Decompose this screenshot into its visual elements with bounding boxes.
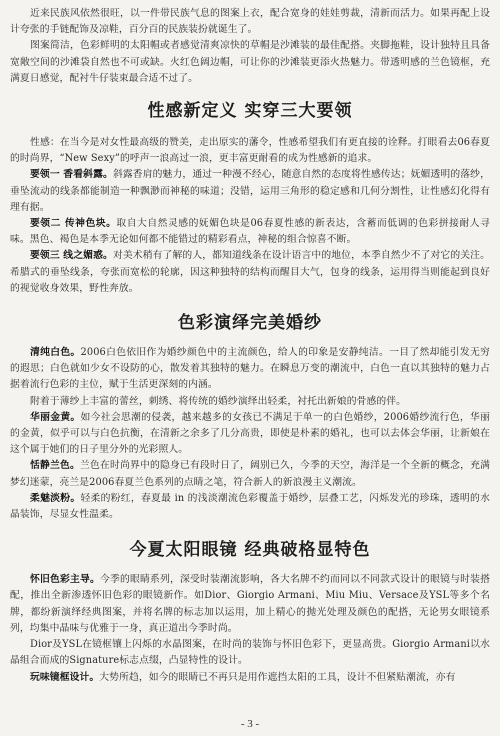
sexy-point-2-label: 要领二 传神色块。	[30, 218, 117, 230]
intro-paragraph-1: 近来民族风依然很旺，以一件带民族气息的图案上衣，配合宽身的娃娃剪裁，清新而活力。如果再配上设计夸张的手链配饰及凉鞋，百分百的民族装扮就诞生了。	[10, 8, 490, 36]
sexy-paragraph-2	[10, 167, 490, 216]
sunglasses-paragraph-1	[10, 572, 490, 637]
wedding-gold-text: 如今社会思潮的侵袭，越来越多的女孩已不满足于单一的白色婚纱，2006婚纱流行色，华丽的金黄，似乎可以与白色抗衡，在清新之余多了几分高贵，即使是朴素的婚礼，也可以去体会华丽，让新娘在这个属于她们的日子里分外的光彩照人。	[10, 411, 490, 456]
wedding-pink-text: 轻柔的粉红，春夏最 in 的浅淡潮流色彩覆盖于婚纱，层叠工艺，闪烁发光的珍珠，透明的水晶装饰，尽显女性温柔。	[10, 492, 490, 521]
section-title-sexy: 性感新定义 实穿三大要领	[147, 101, 353, 122]
wedding-paragraph-5	[10, 491, 490, 523]
wedding-blue-text: 兰色在时尚界中的隐身已有段时日了，阔别已久，今季的天空，海洋是一个全新的概念，充满梦幻迷蒙，亮兰是2006春夏兰色系列的点睛之笔，符合新人的新浪漫主义潮流。	[10, 460, 490, 488]
sunglasses-frame-label: 玩味镜框设计。	[30, 671, 100, 683]
section-title-wedding: 色彩演绎完美婚纱	[178, 313, 322, 334]
sunglasses-retro-text: 今季的眼睛系列，深受时装潮流影响，各大名牌不约而同以不同款式设计的眼镜与时装搭配，推出全新渗透怀旧色彩的眼镜新作。如Dior、Giorgio Armani、Miu Miu、Versace及YSL等多个名牌，都纷新演绎经典图案，并将名牌的标志加以运用，加上精心的抛光处理及颜色的配搭，无论男女眼镜系列，均集中晶味与优雅于一身，真正道出今季时尚。	[10, 574, 490, 634]
page-number: - 3 -	[240, 718, 260, 730]
intro-paragraph-2: 图案简洁，色彩鲜明的太阳帽或者感觉清爽凉快的草帽是沙滩装的最佳配搭。夹脚拖鞋，设计独特且具备宽敞空间的沙滩袋自然也不可或缺。火红色阔边帽，可让你的沙滩装更添火热魅力。带透明感的兰色镜框，充满夏日感觉，配衬牛仔装束最合适不过了。	[10, 40, 490, 84]
sunglasses-paragraph-2: Dior及YSL在镜框镶上闪烁的水晶图案，在时尚的装饰与怀旧色彩下，更显高贵。Giorgio Armani以水晶组合而成的Signature标志点缀，凸显特性的设计。	[10, 639, 490, 667]
sunglasses-retro-label: 怀旧色彩主导。	[30, 574, 101, 586]
sexy-paragraph-1: 性感：在当今是对女性最高级的赞美，走出原实的藩令，性感希望我们有更直接的诠释。打眼看去06春夏的时尚界，“New Sexy”的呼声一浪高过一浪，更丰富更耐看的成为性感新的追求。	[10, 137, 490, 165]
wedding-white-label: 清纯白色。	[30, 347, 81, 359]
section-title-sunglasses: 今夏太阳眼镜 经典破格显特色	[129, 540, 371, 561]
wedding-paragraph-4	[10, 458, 490, 490]
wedding-blue-label: 恬静兰色。	[30, 460, 81, 472]
wedding-white-text: 2006白色依旧作为婚纱颜色中的主流颜色，给人的印象是安静纯洁。一目了然却能引发无穷的遐思；白色就如少女不设防的心，散发着其独特的魅力。在瞬息万变的潮流中，白色一直以其独特的魅力占据着流行色彩的主位，赋于生活更深刻的内涵。	[10, 347, 490, 391]
sunglasses-paragraph-3	[10, 670, 490, 686]
sexy-point-3-label: 要领三 线之媚惑。	[30, 250, 113, 262]
wedding-paragraph-2: 附着于薄纱上丰富的蕾丝，刺绣、将传统的婚纱演绎出轻柔，衬托出新娘的骨感的伴。	[30, 395, 407, 407]
wedding-gold-label: 华丽金黄。	[30, 411, 81, 423]
sexy-paragraph-3	[10, 216, 490, 248]
sexy-point-1-label: 要领一 香看斜露。	[30, 169, 113, 181]
wedding-paragraph-3	[10, 410, 490, 459]
wedding-paragraph-1	[10, 345, 490, 394]
sunglasses-frame-text: 大势所趋，如今的眼睛已不再只是用作遮挡太阳的工具，设计不但紧贴潮流，亦有	[99, 671, 456, 683]
sexy-point-3-text: 对美术稍有了解的人，都知道线条在设计语言中的地位，本季自然少不了对它的关注。希腊式的垂坠线条，夸张而宽松的轮廓，因这种独特的结构而醒目大气，包身的线条，运用得当则能起到良好的视觉收身效果，野性奔放。	[10, 250, 490, 294]
sexy-point-2-text: 取自大自然灵感的妩媚色块是06春夏性感的新表达，含蓄而低调的色彩拼接耐人寻味。黑色、褐色是本季无论如何都不能错过的精彩看点，神秘的组合惊喜不断。	[10, 218, 490, 246]
wedding-pink-label: 柔魅淡粉。	[30, 492, 81, 504]
sexy-paragraph-4	[10, 248, 490, 297]
sexy-point-1-text: 斜露香肩的魅力，通过一种漫不经心，随意自然的态度将性感传达；妩媚透明的落纱，垂坠流动的线条都能制造一种飘渺而神秘的味道；没错，运用三角形的稳定感和几何分割性，让性感幻化得有理有据。	[10, 169, 490, 213]
